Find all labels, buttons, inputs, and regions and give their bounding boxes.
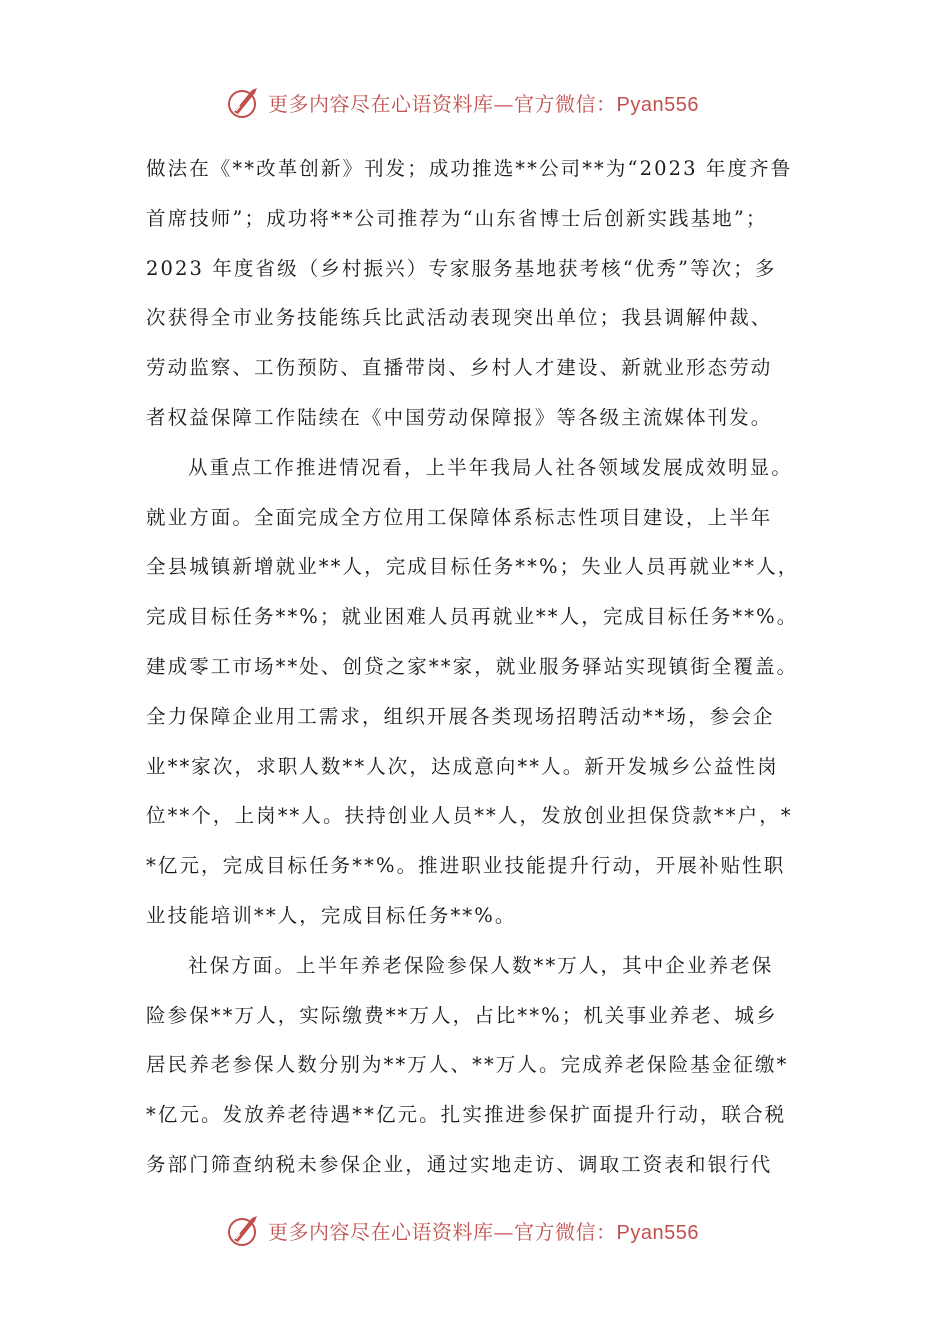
watermark-text [268,1216,699,1245]
body-text-line: 社保方面。上半年养老保险参保人数**万人，其中企业养老保 [188,953,774,977]
quill-pen-logo-icon [226,84,262,120]
body-text-line: 险参保**万人，实际缴费**万人，占比**%；机关事业养老、城乡 [146,1003,778,1027]
body-text-line: 者权益保障工作陆续在《中国劳动保障报》等各级主流媒体刊发。 [146,405,773,429]
body-text-line: 完成目标任务**%；就业困难人员再就业**人，完成目标任务**%。 [146,605,799,629]
header-watermark [226,82,726,122]
watermark-wechat-id: Pyan556 [616,93,699,116]
body-text-line: 2023 年度省级（乡村振兴）专家服务基地获考核“优秀”等次；多 [146,256,777,280]
body-text-line: *亿元，完成目标任务**%。推进职业技能提升行动，开展补贴性职 [146,854,786,878]
body-text-line: 业技能培训**人，完成目标任务**%。 [146,903,517,927]
body-text-line: 全县城镇新增就业**人，完成目标任务**%；失业人员再就业**人， [146,555,800,579]
watermark-wechat-id: Pyan556 [616,1221,699,1244]
watermark-text-cn: 更多内容尽在心语资料库—官方微信： [268,91,617,116]
body-text-line: 从重点工作推进情况看，上半年我局人社各领域发展成效明显。 [188,455,793,479]
document-body [146,144,822,1190]
watermark-text-cn: 更多内容尽在心语资料库—官方微信： [268,1219,617,1244]
body-text-line: 务部门筛查纳税未参保企业，通过实地走访、调取工资表和银行代 [146,1152,773,1176]
body-text-line: *亿元。发放养老待遇**亿元。扎实推进参保扩面提升行动，联合税 [146,1103,787,1127]
body-text-line: 次获得全市业务技能练兵比武活动表现突出单位；我县调解仲裁、 [146,306,773,330]
body-text-line: 就业方面。全面完成全方位用工保障体系标志性项目建设，上半年 [146,505,773,529]
body-text-line: 建成零工市场**处、创贷之家**家，就业服务驿站实现镇街全覆盖。 [146,654,799,678]
watermark-text [268,88,699,117]
body-text-line: 做法在《**改革创新》刊发；成功推选**公司**为“2023 年度齐鲁 [146,157,793,180]
body-text-line: 首席技师”；成功将**公司推荐为“山东省博士后创新实践基地”； [146,206,768,230]
footer-watermark [226,1210,726,1250]
body-text-line: 全力保障企业用工需求，组织开展各类现场招聘活动**场，参会企 [146,704,775,728]
body-text-line: 劳动监察、工伤预防、直播带岗、乡村人才建设、新就业形态劳动 [146,356,773,380]
body-text-line: 居民养老参保人数分别为**万人、**万人。完成养老保险基金征缴* [146,1053,789,1077]
body-text-line: 位**个，上岗**人。扶持创业人员**人，发放创业担保贷款**户，* [146,804,793,828]
body-text-line: 业**家次，求职人数**人次，达成意向**人。新开发城乡公益性岗 [146,754,779,778]
quill-pen-logo-icon [226,1212,262,1248]
